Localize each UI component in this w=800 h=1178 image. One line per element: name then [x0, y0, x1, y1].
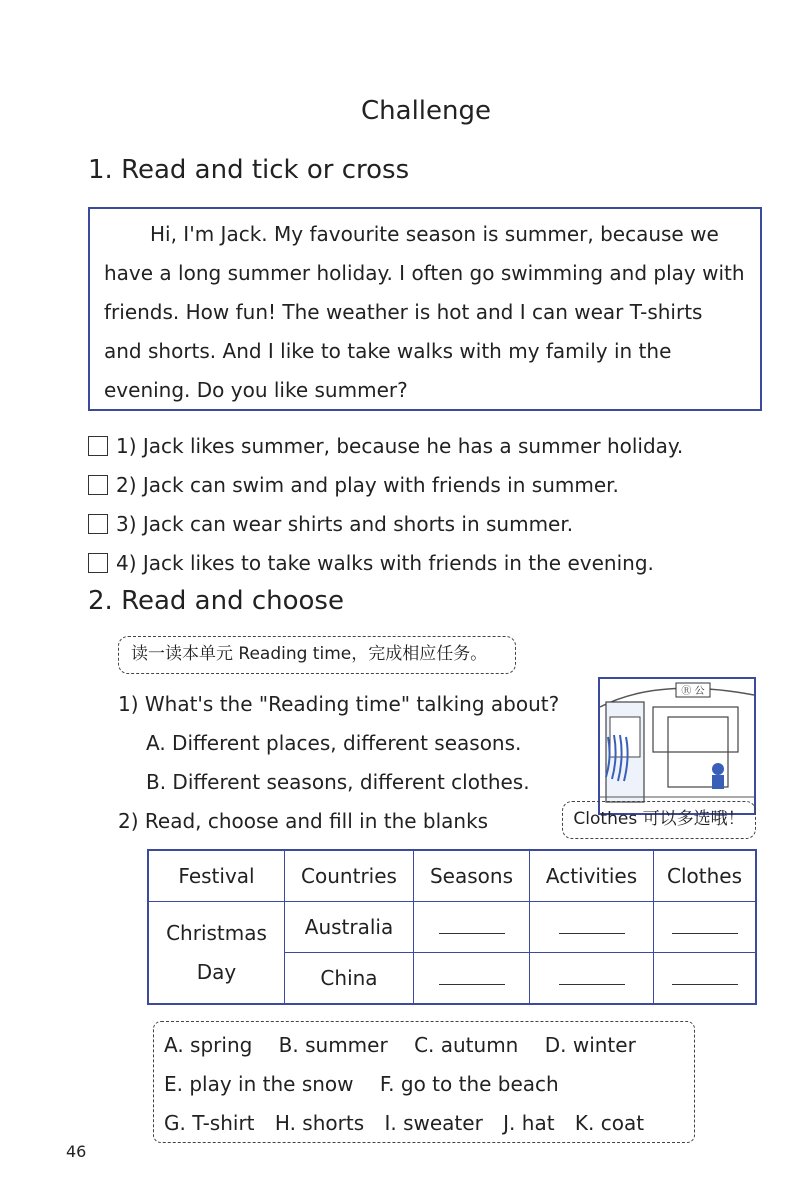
- header-activities: Activities: [530, 850, 654, 902]
- question-1: 1) What's the "Reading time" talking about?: [118, 692, 560, 716]
- option-item: J. hat: [503, 1111, 555, 1135]
- table-header-row: [148, 850, 756, 902]
- reading-passage: [88, 207, 762, 411]
- option-item: E. play in the snow: [164, 1072, 354, 1096]
- page-number: 46: [66, 1142, 87, 1161]
- statement-row: [88, 512, 573, 536]
- clothes-blank-cell: [654, 953, 757, 1005]
- season-options: [164, 1026, 694, 1065]
- options-box: [153, 1021, 695, 1143]
- option-item: I. sweater: [384, 1111, 483, 1135]
- header-seasons: Seasons: [414, 850, 530, 902]
- answer-option-b[interactable]: B. Different seasons, different clothes.: [146, 770, 530, 794]
- table-row: [148, 902, 756, 953]
- festival-cell: [148, 902, 285, 1005]
- header-festival: Festival: [148, 850, 285, 902]
- clothes-blank-cell: [654, 902, 757, 953]
- illustration-sign-text: Ⓡ 公: [681, 686, 705, 697]
- season-blank-cell: [414, 902, 530, 953]
- option-item: A. spring: [164, 1033, 253, 1057]
- season-blank-cell: [414, 953, 530, 1005]
- section1-heading: 1. Read and tick or cross: [88, 155, 410, 185]
- clothes-options: [164, 1104, 694, 1143]
- option-item: K. coat: [574, 1111, 645, 1135]
- tick-checkbox[interactable]: [88, 553, 108, 573]
- season-blank[interactable]: [439, 919, 505, 934]
- clothes-blank[interactable]: [672, 919, 738, 934]
- option-item: D. winter: [544, 1033, 636, 1057]
- passage-text: Hi, I'm Jack. My favourite season is summer, because we have a long summer holiday. I often go swimming and play with friends. How fun! The weather is hot and I can wear T-shirts and shorts. And I like to take walks with my family in the evening. Do you like summer?: [104, 222, 745, 402]
- option-item: C. autumn: [414, 1033, 519, 1057]
- festival-name-line1: Christmas: [166, 920, 267, 945]
- activity-blank[interactable]: [559, 970, 625, 985]
- instruction-note: 读一读本单元 Reading time，完成相应任务。: [118, 636, 516, 674]
- activity-options: [164, 1065, 694, 1104]
- statement-text: 3) Jack can wear shirts and shorts in summer.: [116, 512, 574, 536]
- activity-blank-cell: [530, 902, 654, 953]
- clothes-blank[interactable]: [672, 970, 738, 985]
- tick-checkbox[interactable]: [88, 436, 108, 456]
- statement-row: [88, 473, 619, 497]
- statement-row: [88, 551, 654, 575]
- country-cell: China: [285, 953, 414, 1005]
- statement-text: 4) Jack likes to take walks with friends in the evening.: [116, 551, 654, 575]
- statement-row: [88, 434, 683, 458]
- option-item: G. T-shirt: [164, 1111, 255, 1135]
- question-2: 2) Read, choose and fill in the blanks: [118, 809, 489, 833]
- header-countries: Countries: [285, 850, 414, 902]
- header-clothes: Clothes: [654, 850, 757, 902]
- country-cell: Australia: [285, 902, 414, 953]
- activity-blank-cell: [530, 953, 654, 1005]
- option-item: F. go to the beach: [379, 1072, 559, 1096]
- statement-text: 1) Jack likes summer, because he has a summer holiday.: [116, 434, 684, 458]
- page-title: Challenge: [361, 96, 491, 126]
- section2-heading: 2. Read and choose: [88, 586, 344, 616]
- activity-blank[interactable]: [559, 919, 625, 934]
- festival-table: [147, 849, 757, 1005]
- reading-time-illustration: [598, 677, 756, 815]
- statement-text: 2) Jack can swim and play with friends in summer.: [116, 473, 619, 497]
- option-item: H. shorts: [274, 1111, 365, 1135]
- tick-checkbox[interactable]: [88, 514, 108, 534]
- festival-name-line2: Day: [196, 959, 237, 984]
- answer-option-a[interactable]: A. Different places, different seasons.: [146, 731, 522, 755]
- option-item: B. summer: [278, 1033, 388, 1057]
- season-blank[interactable]: [439, 970, 505, 985]
- tick-checkbox[interactable]: [88, 475, 108, 495]
- clothes-note: Clothes 可以多选哦！: [562, 801, 756, 839]
